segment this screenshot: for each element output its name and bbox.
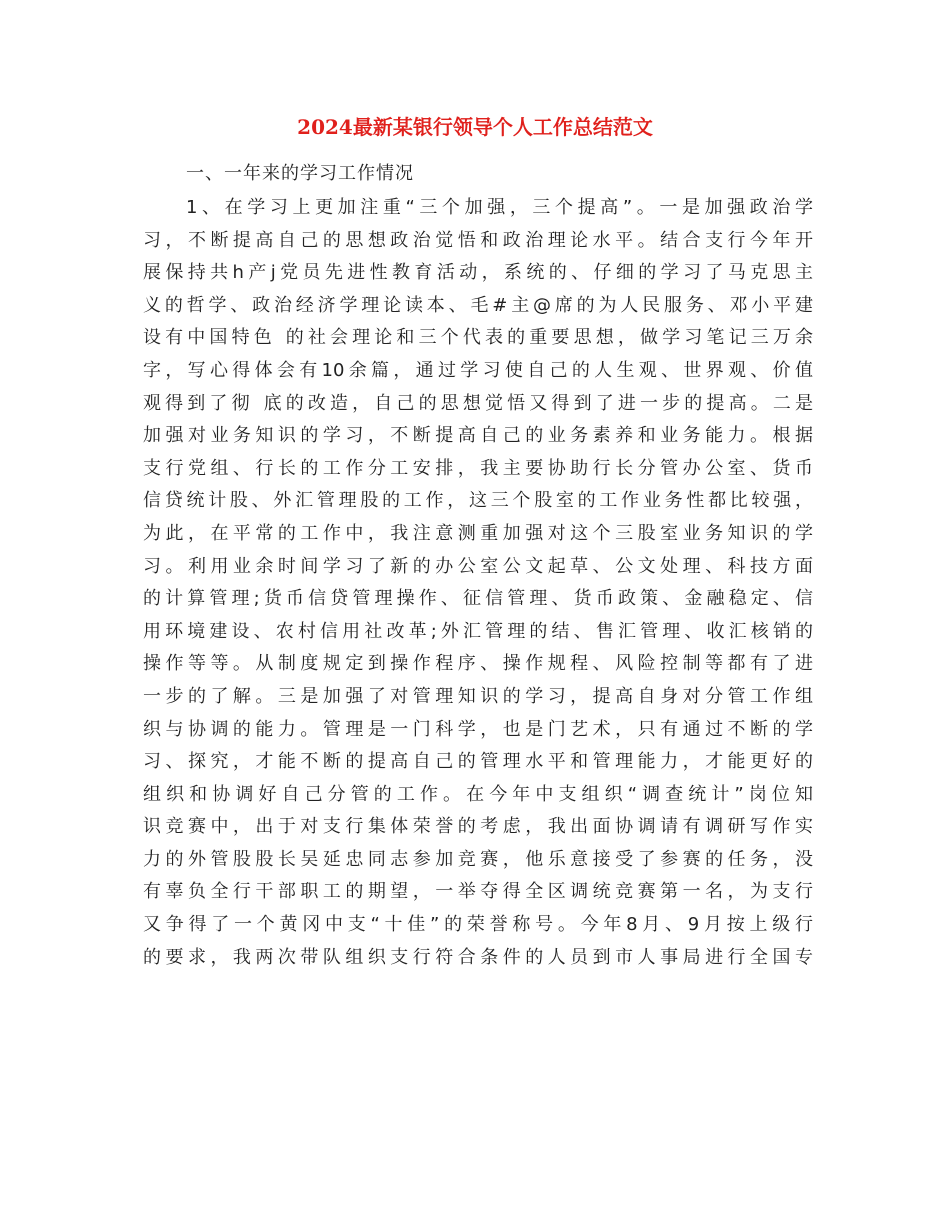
paragraph-line: 识竞赛中，出于对支行集体荣誉的考虑，我出面协调请有调研写作实	[143, 816, 813, 838]
paragraph-line: 习。利用业余时间学习了新的办公室公文起草、公文处理、科技方面	[143, 555, 813, 577]
paragraph-line: 一步的了解。三是加强了对管理知识的学习，提高自身对分管工作组	[143, 685, 813, 707]
section-heading: 一、一年来的学习工作情况	[186, 163, 414, 184]
paragraph-line: 习，不断提高自己的思想政治觉悟和政治理论水平。结合支行今年开	[143, 229, 813, 251]
paragraph-line: 展保持共h产j党员先进性教育活动，系统的、仔细的学习了马克思主	[143, 262, 813, 284]
paragraph-line: 支行党组、行长的工作分工安排，我主要协助行长分管办公室、货币	[143, 457, 813, 479]
paragraph-line: 加强对业务知识的学习，不断提高自己的业务素养和业务能力。根据	[143, 425, 813, 447]
paragraph-line: 1、在学习上更加注重“三个加强，三个提高”。一是加强政治学	[186, 197, 813, 218]
paragraph-line: 字，写心得体会有10余篇，通过学习使自己的人生观、世界观、价值	[143, 359, 813, 381]
paragraph-line: 织与协调的能力。管理是一门科学，也是门艺术，只有通过不断的学	[143, 718, 813, 740]
paragraph-line: 有辜负全行干部职工的期望，一举夺得全区调统竞赛第一名，为支行	[143, 881, 813, 903]
paragraph-line: 为此，在平常的工作中，我注意测重加强对这个三股室业务知识的学	[143, 522, 813, 544]
paragraph-line: 信贷统计股、外汇管理股的工作，这三个股室的工作业务性都比较强，	[143, 490, 813, 512]
paragraph-line: 用环境建设、农村信用社改革;外汇管理的结、售汇管理、收汇核销的	[143, 620, 813, 642]
paragraph-line: 操作等等。从制度规定到操作程序、操作规程、风险控制等都有了进	[143, 653, 813, 675]
paragraph-line: 又争得了一个黄冈中支“十佳”的荣誉称号。今年8月、9月按上级行	[143, 914, 813, 936]
paragraph-line: 设有中国特色 的社会理论和三个代表的重要思想，做学习笔记三万余	[143, 327, 813, 349]
paragraph-line: 习、探究，才能不断的提高自己的管理水平和管理能力，才能更好的	[143, 751, 813, 773]
paragraph-line: 观得到了彻 底的改造，自己的思想觉悟又得到了进一步的提高。二是	[143, 392, 813, 414]
paragraph-line: 力的外管股股长吴延忠同志参加竞赛，他乐意接受了参赛的任务，没	[143, 848, 813, 870]
paragraph-line: 组织和协调好自己分管的工作。在今年中支组织“调查统计”岗位知	[143, 783, 813, 805]
paragraph-line: 的计算管理;货币信贷管理操作、征信管理、货币政策、金融稳定、信	[143, 588, 813, 610]
document-title: 2024最新某银行领导个人工作总结范文	[297, 115, 653, 139]
paragraph-line: 的要求，我两次带队组织支行符合条件的人员到市人事局进行全国专	[143, 946, 813, 968]
paragraph-line: 义的哲学、政治经济学理论读本、毛#主@席的为人民服务、邓小平建	[143, 294, 813, 316]
paragraph	[143, 192, 813, 974]
